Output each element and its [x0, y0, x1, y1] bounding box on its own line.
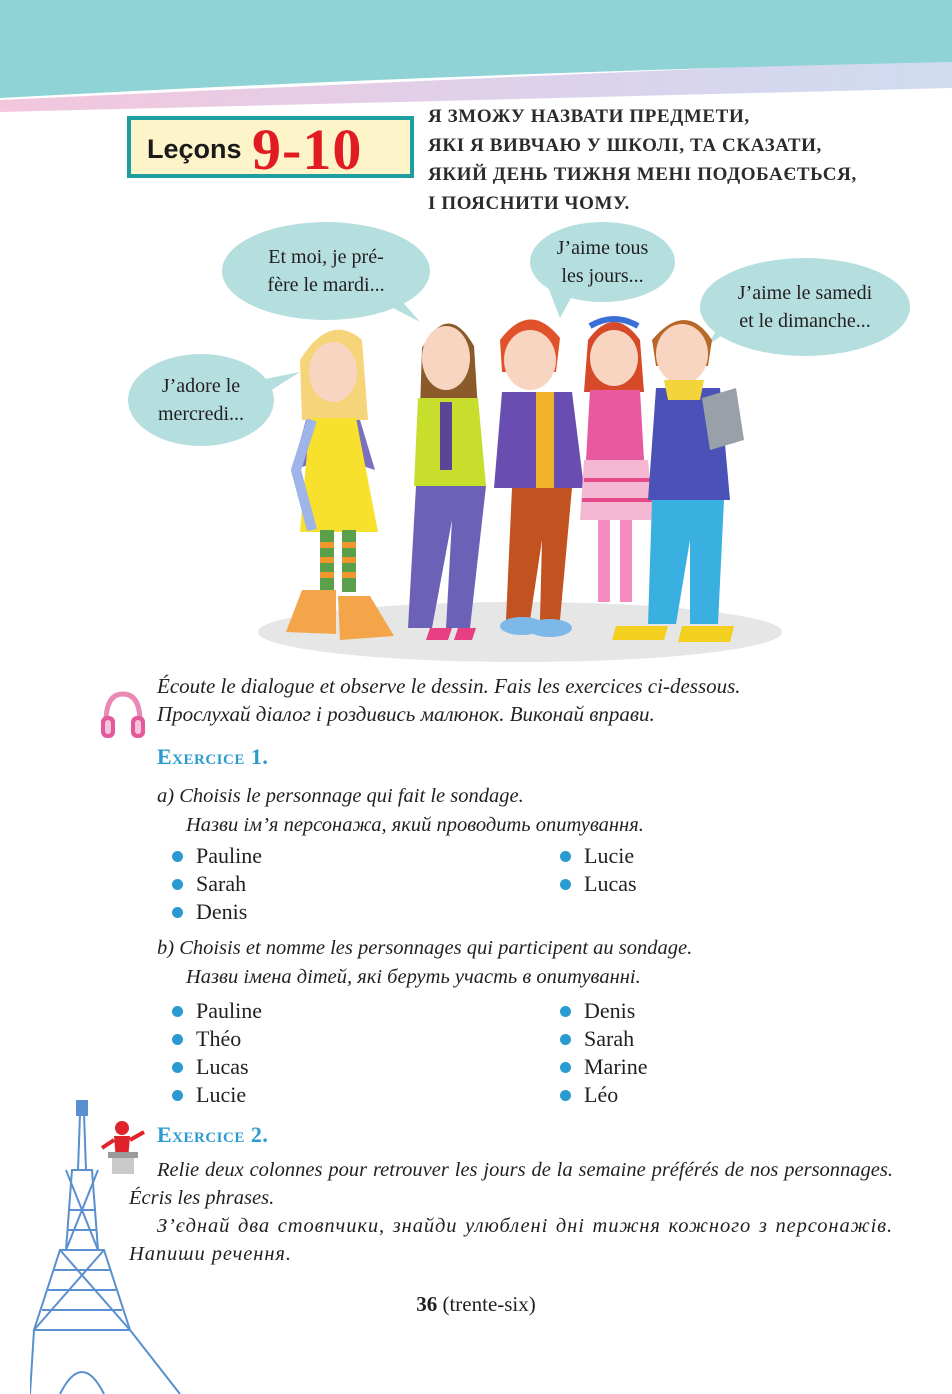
- exercise-2-text: [129, 1156, 893, 1268]
- bubble-line: J’aime le samedi: [737, 282, 873, 304]
- list-item: Denis: [167, 898, 262, 926]
- list-item: Théo: [167, 1025, 262, 1053]
- bubble-line: fère le mardi...: [267, 274, 385, 296]
- list-item: Léo: [555, 1081, 648, 1109]
- page-number: [0, 1292, 952, 1317]
- exercise-1b-list-left: [167, 997, 262, 1109]
- task-fr: a) Choisis le personnage qui fait le sondage.: [157, 785, 524, 807]
- exercise-2-title: Exercice 2.: [157, 1122, 269, 1147]
- exercise-1-title: Exercice 1.: [157, 744, 269, 769]
- list-item: Sarah: [167, 870, 262, 898]
- exercise-1a-list-right: [555, 842, 637, 898]
- task-ua: Назви ім’я персонажа, який проводить опитування.: [186, 814, 644, 836]
- boy-purple-jacket: [494, 319, 584, 637]
- page-number-digits: 36: [416, 1292, 438, 1316]
- list-item: Denis: [555, 997, 648, 1025]
- instruction-ua: Прослухай діалог і роздивись малюнок. Виконай вправи.: [157, 702, 655, 726]
- speech-bubble-tous-les-jours: [530, 222, 675, 302]
- task-ua: Назви імена дітей, які беруть участь в опитуванні.: [186, 966, 641, 988]
- girl-pink-skirt: [580, 319, 654, 602]
- exercise-1b-task: [157, 934, 692, 992]
- bubble-line: Et moi, je pré-: [268, 246, 384, 268]
- speech-bubble-mercredi: [128, 354, 274, 446]
- list-item: Marine: [555, 1053, 648, 1081]
- bubble-line: et le dimanche...: [739, 310, 871, 332]
- objective-line: ЯКИЙ ДЕНЬ ТИЖНЯ МЕНІ ПОДОБАЄТЬСЯ,: [428, 164, 857, 185]
- page-number-words: (trente-six): [442, 1292, 536, 1316]
- task-fr: Relie deux colonnes pour retrouver les jours de la semaine préférés de nos personnages. Écris les phrases.: [129, 1159, 893, 1209]
- exercise-1b-list-right: [555, 997, 648, 1109]
- girl-yellow-dress: [286, 330, 394, 640]
- headphones-icon: [98, 688, 148, 744]
- girl-green-jacket: [408, 323, 486, 640]
- instruction-fr: Écoute le dialogue et observe le dessin. Fais les exercices ci-dessous.: [157, 674, 741, 698]
- speech-bubble-samedi-dimanche: [700, 258, 910, 356]
- list-item: Lucie: [555, 842, 637, 870]
- list-item: Lucie: [167, 1081, 262, 1109]
- list-item: Pauline: [167, 997, 262, 1025]
- objective-line: ЯКІ Я ВИВЧАЮ У ШКОЛІ, ТА СКАЗАТИ,: [428, 135, 822, 156]
- task-fr: b) Choisis et nomme les personnages qui participent au sondage.: [157, 937, 693, 959]
- exercise-1a-list-left: [167, 842, 262, 926]
- list-item: Lucas: [167, 1053, 262, 1081]
- bubble-line: J’adore le: [161, 375, 241, 397]
- speech-bubble-mardi: [222, 222, 430, 320]
- list-item: Lucas: [555, 870, 637, 898]
- objective-line: Я ЗМОЖУ НАЗВАТИ ПРЕДМЕТИ,: [428, 106, 750, 127]
- bubble-line: les jours...: [561, 265, 644, 287]
- lesson-word: Leçons: [147, 134, 242, 164]
- objective-line: І ПОЯСНИТИ ЧОМУ.: [428, 193, 630, 214]
- lesson-number: 9-10: [252, 117, 363, 182]
- exercise-1a-task: [157, 782, 644, 840]
- list-item: Sarah: [555, 1025, 648, 1053]
- task-ua: З’єднай два стовпчики, знайди улюблені дні тижня кожного з персонажів. Напиши речення.: [129, 1215, 893, 1265]
- listening-instruction: [157, 672, 741, 728]
- list-item: Pauline: [167, 842, 262, 870]
- bubble-line: J’aime tous: [556, 237, 649, 259]
- bubble-line: mercredi...: [157, 403, 245, 425]
